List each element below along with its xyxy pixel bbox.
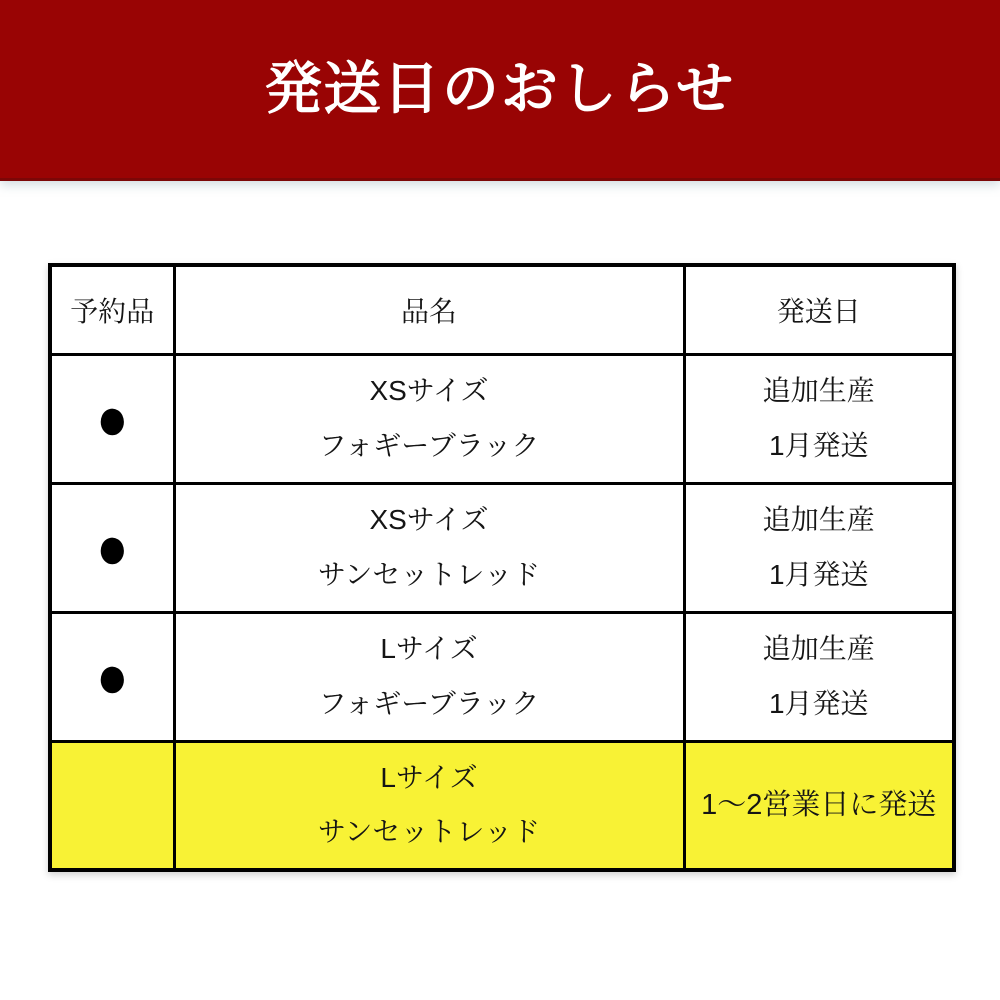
column-header-reserved-item: 予約品 bbox=[50, 265, 174, 354]
ship-month: 1月発送 bbox=[768, 558, 869, 590]
product-size: Lサイズ bbox=[380, 632, 478, 664]
product-color: サンセットレッド bbox=[317, 558, 541, 590]
filled-circle-icon: ● bbox=[95, 642, 129, 711]
ship-status: 追加生産 bbox=[762, 374, 875, 406]
ship-date-cell bbox=[684, 354, 954, 483]
product-name-cell bbox=[174, 612, 684, 741]
table-row-highlighted bbox=[50, 741, 954, 870]
ship-date-cell bbox=[684, 741, 954, 870]
product-name-cell bbox=[174, 741, 684, 870]
product-size: XSサイズ bbox=[369, 374, 489, 406]
table-header-row bbox=[50, 265, 954, 354]
ship-status: 1〜2営業日に発送 bbox=[701, 788, 937, 821]
ship-month: 1月発送 bbox=[768, 687, 869, 719]
shipping-schedule-table bbox=[48, 263, 956, 872]
table-row bbox=[50, 612, 954, 741]
ship-status: 追加生産 bbox=[762, 632, 875, 664]
filled-circle-icon: ● bbox=[95, 384, 129, 453]
reserved-marker-cell bbox=[50, 354, 174, 483]
ship-date-cell bbox=[684, 612, 954, 741]
banner bbox=[0, 0, 1000, 181]
product-color: フォギーブラック bbox=[318, 429, 540, 461]
product-size: Lサイズ bbox=[380, 761, 478, 793]
product-size: XSサイズ bbox=[369, 503, 489, 535]
page-title: 発送日のおしらせ bbox=[264, 56, 736, 121]
ship-status: 追加生産 bbox=[762, 503, 875, 535]
table-row bbox=[50, 354, 954, 483]
reserved-marker-cell bbox=[50, 483, 174, 612]
filled-circle-icon: ● bbox=[95, 513, 129, 582]
product-name-cell bbox=[174, 354, 684, 483]
product-color: フォギーブラック bbox=[318, 687, 540, 719]
column-header-product-name: 品名 bbox=[174, 265, 684, 354]
product-color: サンセットレッド bbox=[317, 816, 541, 848]
ship-date-cell bbox=[684, 483, 954, 612]
reserved-marker-cell bbox=[50, 612, 174, 741]
ship-month: 1月発送 bbox=[768, 429, 869, 461]
product-name-cell bbox=[174, 483, 684, 612]
reserved-marker-cell bbox=[50, 741, 174, 870]
table-row bbox=[50, 483, 954, 612]
column-header-ship-date: 発送日 bbox=[684, 265, 954, 354]
